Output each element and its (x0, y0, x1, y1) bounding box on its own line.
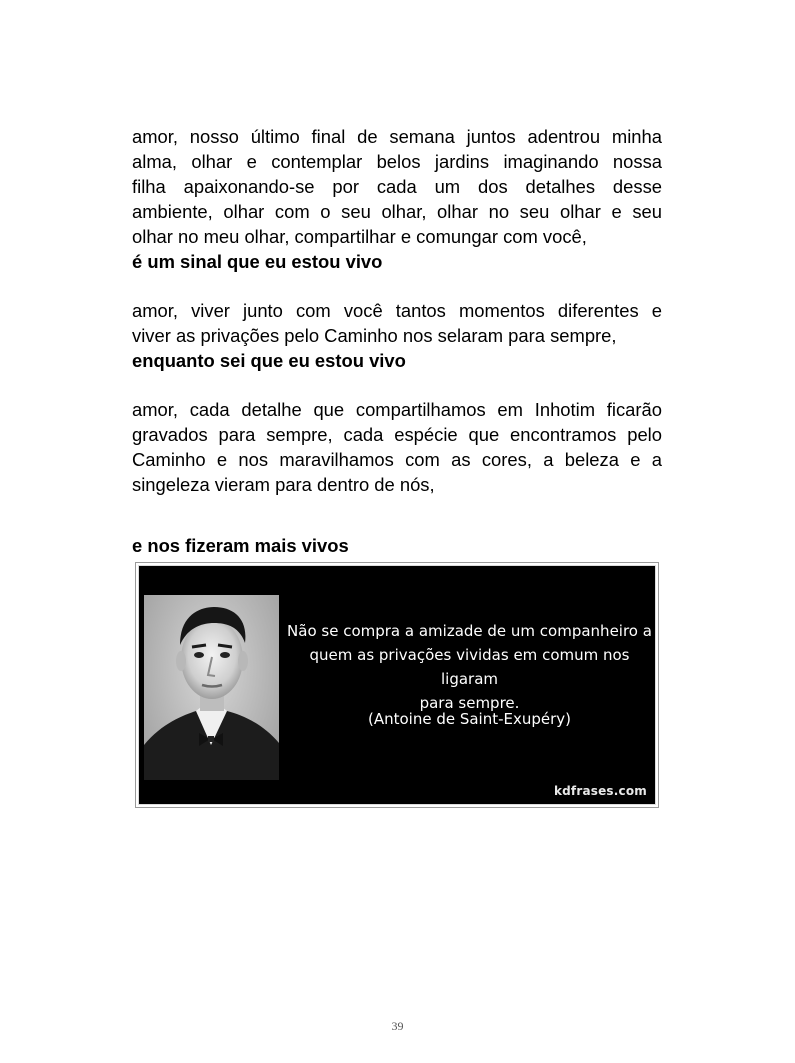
paragraph-2 (132, 298, 662, 348)
quote-line: para sempre. (419, 694, 520, 712)
document-body (132, 124, 662, 558)
paragraph-line: viver as privações pelo Caminho nos selaram para sempre, (132, 325, 617, 346)
paragraph-line: olhar no meu olhar, compartilhar e comungar com você, (132, 226, 587, 247)
quote-line: quem as privações vividas em comum nos ligaram (309, 646, 630, 688)
paragraph-line: amor, nosso último final de semana juntos adentrou minha (132, 126, 662, 147)
paragraph-line: Caminho e nos maravilhamos com as cores, a beleza e a (132, 449, 662, 470)
emphasis-line-2: enquanto sei que eu estou vivo (132, 350, 406, 371)
quote-line: Não se compra a amizade de um companheiro a (287, 622, 652, 640)
paragraph-line: amor, cada detalhe que compartilhamos em Inhotim ficarão (132, 399, 662, 420)
paragraph-line: filha apaixonando-se por cada um dos detalhes desse (132, 176, 662, 197)
quote-image (135, 562, 659, 808)
quote-text (286, 619, 653, 715)
paragraph-line: amor, viver junto com você tantos momentos diferentes e (132, 300, 662, 321)
page-number: 39 (391, 1019, 404, 1033)
paragraph-line: gravados para sempre, cada espécie que encontramos pelo (132, 424, 662, 445)
paragraph-line: ambiente, olhar com o seu olhar, olhar no seu olhar e seu (132, 201, 662, 222)
paragraph-line: singeleza vieram para dentro de nós, (132, 474, 435, 495)
portrait-photo (144, 595, 279, 780)
quote-image-panel (138, 565, 656, 805)
paragraph-3 (132, 397, 662, 497)
paragraph-1 (132, 124, 662, 249)
paragraph-line: alma, olhar e contemplar belos jardins imaginando nossa (132, 151, 662, 172)
emphasis-line-3: e nos fizeram mais vivos (132, 535, 349, 556)
emphasis-line-1: é um sinal que eu estou vivo (132, 251, 383, 272)
quote-author: (Antoine de Saint-Exupéry) (367, 710, 572, 728)
portrait-illustration (144, 595, 279, 780)
watermark: kdfrases.com (553, 784, 647, 798)
